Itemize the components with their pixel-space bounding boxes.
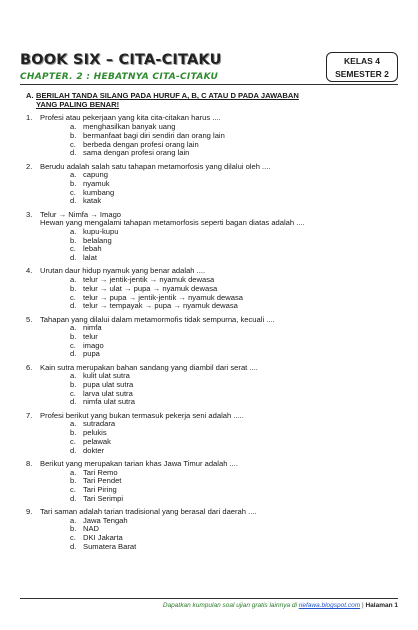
- question-line: [26, 316, 396, 325]
- question-number: 9.: [26, 506, 33, 516]
- option-text: dokter: [83, 445, 105, 455]
- book-title: BOOK SIX – CITA-CITAKU: [20, 52, 222, 68]
- question-7: [26, 412, 396, 456]
- option-letter: c.: [70, 292, 76, 302]
- question-line: [26, 364, 396, 373]
- footer-separator: |: [360, 602, 366, 609]
- page-number: Halaman 1: [365, 602, 398, 609]
- answer-option: [70, 180, 396, 189]
- question-3: [26, 211, 396, 263]
- answer-options: [26, 469, 396, 504]
- option-letter: c.: [70, 187, 76, 197]
- option-letter: b.: [70, 428, 77, 438]
- footer-text: Dapatkan kumpulan soal ujian gratis lainnya di: [162, 602, 299, 609]
- option-letter: a.: [70, 122, 77, 132]
- option-text: Sumatera Barat: [83, 541, 137, 551]
- option-letter: a.: [70, 323, 77, 333]
- question-number: 6.: [26, 362, 33, 372]
- option-letter: c.: [70, 484, 76, 494]
- class-semester-box: [326, 52, 398, 82]
- instruction: [26, 92, 396, 109]
- answer-option: [70, 429, 396, 438]
- answer-option: [70, 254, 396, 263]
- semester-label: SEMESTER 2: [335, 69, 389, 79]
- option-letter: a.: [70, 227, 77, 237]
- option-text: kulit ulat sutra: [83, 371, 130, 381]
- option-text: NAD: [83, 524, 100, 534]
- question-5: [26, 316, 396, 360]
- option-letter: d.: [70, 445, 77, 455]
- question-text: Tahapan yang dilalui dalam metamormofis tidak sempurna, kecuali ....: [40, 314, 275, 324]
- option-letter: b.: [70, 283, 77, 293]
- instruction-number: A.: [26, 91, 34, 100]
- option-text: pupa: [83, 349, 100, 359]
- answer-option: [70, 543, 396, 552]
- answer-option: [70, 197, 396, 206]
- answer-option: [70, 237, 396, 246]
- question-line: [26, 508, 396, 517]
- question-number: 3.: [26, 209, 33, 219]
- option-letter: b.: [70, 130, 77, 140]
- option-letter: c.: [70, 244, 76, 254]
- option-letter: c.: [70, 139, 76, 149]
- question-line: [26, 460, 396, 469]
- option-letter: a.: [70, 419, 77, 429]
- option-letter: a.: [70, 170, 77, 180]
- answer-options: [26, 228, 396, 263]
- question-number: 1.: [26, 113, 33, 123]
- question-8: [26, 460, 396, 504]
- question-4: [26, 267, 396, 311]
- option-text: imago: [83, 340, 104, 350]
- answer-options: [26, 324, 396, 359]
- answer-option: [70, 477, 396, 486]
- footer-link[interactable]: riefawa.blogspot.com: [298, 602, 361, 609]
- option-text: bermanfaat bagi diri sendiri dan orang lain: [83, 130, 225, 140]
- option-text: Tari Serimpi: [83, 493, 124, 503]
- option-letter: a.: [70, 371, 77, 381]
- option-letter: b.: [70, 380, 77, 390]
- option-text: katak: [83, 196, 102, 206]
- question-number: 2.: [26, 161, 33, 171]
- option-letter: d.: [70, 253, 77, 263]
- question-1: [26, 114, 396, 158]
- answer-option: [70, 302, 396, 311]
- question-text: Telur → Nimfa → Imago: [40, 209, 122, 219]
- question-number: 5.: [26, 314, 33, 324]
- answer-options: [26, 123, 396, 158]
- question-list: [26, 114, 396, 551]
- question-line: [26, 163, 396, 172]
- option-letter: c.: [70, 340, 76, 350]
- question-9: [26, 508, 396, 552]
- option-text: Tari Pendet: [83, 476, 122, 486]
- question-content: [26, 92, 396, 556]
- option-text: belalang: [83, 235, 112, 245]
- option-text: nyamuk: [83, 178, 110, 188]
- instruction-line-2: YANG PALING BENAR!: [36, 99, 120, 109]
- option-text: Tari Piring: [83, 484, 117, 494]
- option-text: pelawak: [83, 436, 111, 446]
- answer-option: [70, 342, 396, 351]
- footer-divider: [20, 598, 398, 599]
- question-text: Berudu adalah salah satu tahapan metamorfosis yang dilalui oleh ....: [40, 161, 271, 171]
- page-footer: [20, 602, 398, 609]
- question-text: Profesi atau pekerjaan yang kita cita-citakan harus ....: [40, 113, 221, 123]
- page-header: [20, 52, 398, 92]
- answer-option: [70, 149, 396, 158]
- option-text: lebah: [83, 244, 102, 254]
- option-text: telur → ulat → pupa → nyamuk dewasa: [83, 283, 218, 293]
- option-text: Jawa Tengah: [83, 515, 128, 525]
- option-letter: b.: [70, 331, 77, 341]
- question-subtext: Hewan yang mengalami tahapan metamorfosis seperti bagan diatas adalah ....: [40, 218, 305, 228]
- option-letter: b.: [70, 178, 77, 188]
- option-letter: a.: [70, 467, 77, 477]
- question-text: Urutan daur hidup nyamuk yang benar adalah ....: [40, 266, 206, 276]
- question-number: 7.: [26, 410, 33, 420]
- option-text: pelukis: [83, 428, 107, 438]
- instruction-line-1: BERILAH TANDA SILANG PADA HURUF A, B, C ATAU D PADA JAWABAN: [36, 91, 299, 100]
- answer-option: [70, 438, 396, 447]
- answer-option: [70, 324, 396, 333]
- option-text: capung: [83, 170, 108, 180]
- option-letter: c.: [70, 388, 76, 398]
- answer-option: [70, 420, 396, 429]
- answer-option: [70, 228, 396, 237]
- option-letter: a.: [70, 275, 77, 285]
- option-letter: a.: [70, 515, 77, 525]
- option-text: sutradara: [83, 419, 116, 429]
- answer-option: [70, 447, 396, 456]
- answer-options: [26, 372, 396, 407]
- answer-options: [26, 420, 396, 455]
- option-text: telur → pupa → jentik-jentik → nyamuk dewasa: [83, 292, 243, 302]
- option-letter: b.: [70, 235, 77, 245]
- option-letter: d.: [70, 541, 77, 551]
- option-text: kupu-kupu: [83, 227, 119, 237]
- option-letter: d.: [70, 397, 77, 407]
- question-text: Berikut yang merupakan tarian khas Jawa Timur adalah ....: [40, 458, 238, 468]
- option-letter: d.: [70, 148, 77, 158]
- answer-option: [70, 333, 396, 342]
- option-letter: c.: [70, 436, 76, 446]
- answer-option: [70, 517, 396, 526]
- header-divider: [20, 84, 398, 85]
- question-text: Profesi berikut yang bukan termasuk pekerja seni adalah .....: [40, 410, 244, 420]
- option-letter: b.: [70, 476, 77, 486]
- option-text: menghasilkan banyak uang: [83, 122, 176, 132]
- answer-options: [26, 517, 396, 552]
- option-letter: d.: [70, 196, 77, 206]
- question-line: [26, 114, 396, 123]
- question-number: 4.: [26, 266, 33, 276]
- question-2: [26, 163, 396, 207]
- option-letter: b.: [70, 524, 77, 534]
- option-text: larva ulat sutra: [83, 388, 133, 398]
- option-text: lalat: [83, 253, 97, 263]
- option-text: berbeda dengan profesi orang lain: [83, 139, 199, 149]
- answer-option: [70, 189, 396, 198]
- class-label: KELAS 4: [344, 56, 380, 66]
- question-text: Kain sutra merupakan bahan sandang yang diambil dari serat ....: [40, 362, 258, 372]
- answer-option: [70, 495, 396, 504]
- answer-options: [26, 276, 396, 311]
- option-text: telur → tempayak → pupa → nyamuk dewasa: [83, 301, 238, 311]
- question-6: [26, 364, 396, 408]
- answer-option: [70, 171, 396, 180]
- option-letter: d.: [70, 493, 77, 503]
- question-text: Tari saman adalah tarian tradisional yang berasal dari daerah ....: [40, 506, 257, 516]
- option-text: kumbang: [83, 187, 115, 197]
- option-text: telur → jentik-jentik → nyamuk dewasa: [83, 275, 215, 285]
- option-text: telur: [83, 331, 98, 341]
- option-text: DKI Jakarta: [83, 533, 123, 543]
- option-text: nimfa ulat sutra: [83, 397, 135, 407]
- option-text: sama dengan profesi orang lain: [83, 148, 190, 158]
- option-letter: d.: [70, 349, 77, 359]
- answer-options: [26, 171, 396, 206]
- option-letter: c.: [70, 533, 76, 543]
- answer-option: [70, 350, 396, 359]
- option-text: Tari Remo: [83, 467, 118, 477]
- option-text: pupa ulat sutra: [83, 380, 134, 390]
- chapter-title: CHAPTER. 2 : HEBATNYA CITA-CITAKU: [20, 72, 219, 82]
- answer-option: [70, 398, 396, 407]
- question-line: [26, 412, 396, 421]
- question-number: 8.: [26, 458, 33, 468]
- option-text: nimfa: [83, 323, 102, 333]
- option-letter: d.: [70, 301, 77, 311]
- answer-option: [70, 245, 396, 254]
